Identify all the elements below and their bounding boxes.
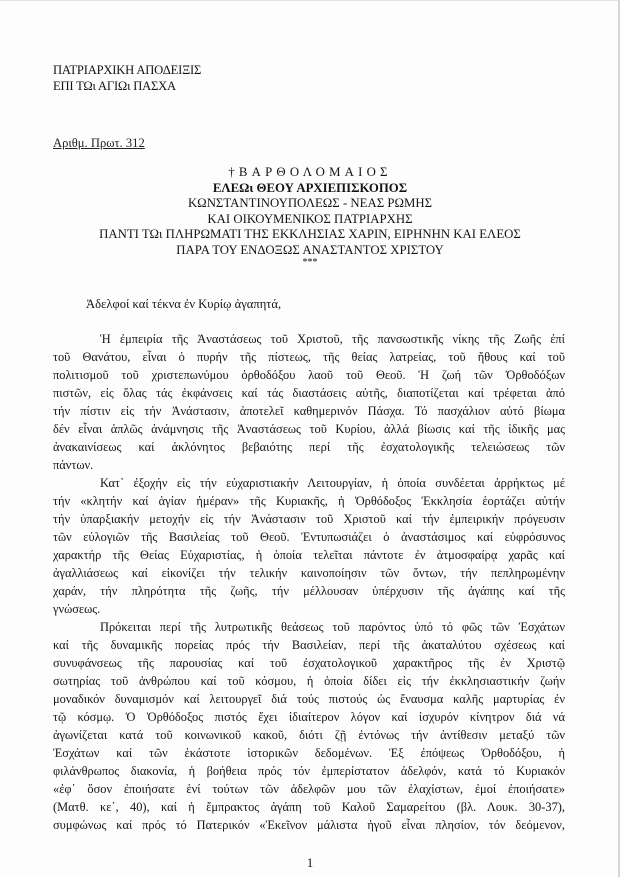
body-line: πιστῶν, εἰς ὅλας τάς ἐκφάνσεις καί τάς διαστάσεις αὐτῆς, διαποτίζεται καί τρέφεται ἀπό [53, 386, 565, 400]
patriarch-name: †ΒΑΡΘΟΛΟΜΑΙΟΣ [228, 165, 392, 179]
document-heading-line-2: ΕΠΙ ΤΩι ΑΓΙΩι ΠΑΣΧΑ [53, 79, 176, 93]
title-line-2: ΕΛΕΩι ΘΕΟΥ ΑΡΧΙΕΠΙΣΚΟΠΟΣ [212, 180, 408, 195]
body-line: Ἡ ἐμπειρία τῆς Ἀναστάσεως τοῦ Χριστοῦ, τῆς πανσωστικῆς νίκης τῆς Ζωῆς ἐπί [100, 332, 565, 346]
body-line: χαρακτήρ τῆς Θείας Εὐχαριστίας, ἡ ὁποία τελεῖται πάντοτε ἐν ἀτμοσφαίρᾳ χαρᾶς καί [53, 548, 565, 562]
protocol-number: Αριθμ. Πρωτ. 312 [53, 136, 145, 150]
body-line: μοναδικόν δυναμισμόν καί λειτουργεῖ διά τούς πιστούς ὡς ἔναυσμα καλῆς μαρτυρίας ἐν [53, 692, 565, 706]
title-line-3: ΚΩΝΣΤΑΝΤΙΝΟΥΠΟΛΕΩΣ - ΝΕΑΣ ΡΩΜΗΣ [187, 196, 433, 210]
separator-asterisks: *** [302, 257, 318, 268]
title-line-4: ΚΑΙ ΟΙΚΟΥΜΕΝΙΚΟΣ ΠΑΤΡΙΑΡΧΗΣ [207, 211, 413, 226]
body-line: τῷ κόσμῳ. Ὁ Ὀρθόδοξος πιστός ἔχει ἰδιαίτερον λόγον καί ἰσχυρόν κίνητρον διά νά [53, 710, 565, 724]
body-line: συνυφάνσεως τῆς παρουσίας καί τοῦ ἐσχατολογικοῦ χαρακτῆρος τῆς ἐν Χριστῷ [53, 656, 565, 670]
body-line: τοῦ Θανάτου, εἶναι ὁ πυρήν τῆς πίστεως, τῆς θείας λατρείας, τοῦ ἤθους καί τοῦ [53, 350, 565, 364]
body-line: τῶν εὐλογιῶν τῆς Βασιλείας τοῦ Θεοῦ. Ἐντυπωσιάζει ὁ ἀναστάσιμος καί εὐφρόσυνος [53, 530, 565, 544]
body-line: φιλάνθρωπος διακονία, ἡ βοήθεια πρός τόν ἐμπερίστατον ἀδελφόν, κατά τό Κυριακόν [53, 764, 565, 778]
body-line: (Ματθ. κε΄, 40), καί ἡ ἔμπρακτος ἀγάπη τοῦ Καλοῦ Σαμαρείτου (βλ. Λουκ. 30-37), [53, 800, 565, 814]
body-line: πολιτισμοῦ τοῦ χριστεπωνύμου ὀρθοδόξου λαοῦ τοῦ Θεοῦ. Ἡ ζωή τῶν Ὀρθοδόξων [53, 368, 565, 382]
body-line: ἀγωνίζεται κατά τοῦ κοινωνικοῦ κακοῦ, διότι ζῇ ἐντόνως τήν ἀντίθεσιν μεταξύ τῶν [53, 728, 565, 742]
body-line: Ἐσχάτων καί τῶν ἑκάστοτε ἱστορικῶν δεδομένων. Ἐξ ἐπόψεως Ὀρθοδόξου, ἡ [53, 746, 565, 760]
body-line: Κατ᾽ ἐξοχήν εἰς τήν εὐχαριστιακήν Λειτουργίαν, ἡ ὁποία συνδέεται ἀρρήκτως μέ [100, 476, 565, 490]
body-line: σωτηρίας τοῦ ἀνθρώπου καί τοῦ κόσμου, ἡ ὁποία δίδει εἰς τήν ἐκκλησιαστικήν ζωήν [53, 674, 565, 688]
body-line: γνώσεως. [53, 602, 101, 616]
page-number: 1 [306, 856, 314, 870]
title-line-5: ΠΑΝΤΙ ΤΩι ΠΛΗΡΩΜΑΤΙ ΤΗΣ ΕΚΚΛΗΣΙΑΣ ΧΑΡΙΝ, ΕΙΡΗΝΗΝ ΚΑΙ ΕΛΕΟΣ [99, 227, 521, 241]
body-line: τήν πίστιν εἰς τήν Ἀνάστασιν, ἀποτελεῖ καθημερινόν Πάσχα. Τό πασχάλιον αὐτό βίωμα [53, 404, 565, 418]
body-line: «ἐφ᾽ ὅσον ἐποιήσατε ἑνί τούτων τῶν ἀδελφῶν μου τῶν ἐλαχίστων, ἐμοί ἐποιήσατε» [53, 782, 565, 796]
greeting: Ἀδελφοί καί τέκνα ἐν Κυρίῳ ἀγαπητά, [86, 297, 282, 311]
body-line: καί τῆς δυναμικῆς πορείας πρός τήν Βασιλείαν, περί τῆς ἀκαταλύτου σχέσεως καί [53, 638, 565, 652]
title-block [0, 165, 620, 268]
body-line: χαράν, τήν πληρότητα τῆς ζωῆς, τήν μέλλουσαν ὑπέρχυσιν τῆς ἀγάπης καί τῆς [53, 584, 565, 598]
body-line: Πρόκειται περί τῆς λυτρωτικῆς θεάσεως τοῦ παρόντος ὑπό τό φῶς τῶν Ἐσχάτων [100, 620, 565, 634]
body-line: πάντων. [53, 458, 94, 472]
body-line: δέν εἶναι ἁπλῶς ἀνάμνησις τῆς Ἀναστάσεως τοῦ Κυρίου, ἀλλά βίωσις καί τῆς ἰδικῆς μας [53, 422, 565, 436]
body-line: συμφώνως καί πρός τό Πατερικόν «Ἐκεῖνον μάλιστα ἡγοῦ εἶναι πλησίον, τόν δεόμενον, [53, 818, 565, 832]
body-line: ἀγαλλιάσεως καί εἰκονίζει τήν τελικήν καινοποίησιν τῶν ὄντων, τήν πεπληρωμένην [53, 566, 565, 580]
title-line-6: ΠΑΡΑ ΤΟΥ ΕΝΔΟΞΩΣ ΑΝΑΣΤΑΝΤΟΣ ΧΡΙΣΤΟΥ [176, 242, 444, 257]
document-heading-line-1: ΠΑΤΡΙΑΡΧΙΚΗ ΑΠΟΔΕΙΞΙΣ [53, 63, 202, 77]
body-line: ἀνακαινίσεως καί ἀκλόνητος βεβαιότης περί τῆς ἐσχατολογικῆς τελειώσεως τῶν [53, 440, 565, 454]
body-line: τήν «κλητήν καί ἁγίαν ἡμέραν» τῆς Κυριακῆς, ἡ Ὀρθόδοξος Ἐκκλησία ἑορτάζει αὐτήν [53, 494, 565, 508]
body-line: τήν ὑπαρξιακήν μετοχήν εἰς τήν Ἀνάστασιν τοῦ Χριστοῦ καί τήν ἐμπειρικήν πρόγευσιν [53, 512, 565, 526]
